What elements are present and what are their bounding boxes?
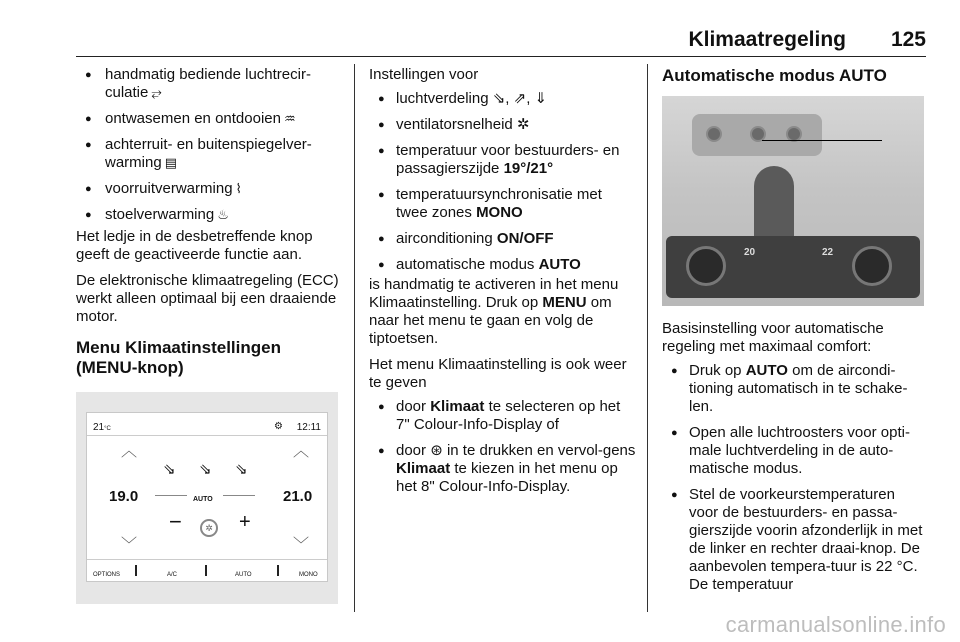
chevron-down-icon: ﹀: [293, 537, 310, 554]
settings-intro: Instellingen voor: [369, 66, 479, 83]
list-item: ● airconditioning ON/OFF: [369, 230, 637, 248]
settings-list: [369, 90, 637, 274]
display-tab-bar: [87, 559, 327, 581]
list-item: ● door Klimaat te selecteren op het 7" Colour-Info-Display of: [369, 398, 637, 434]
defrost-max-icon: ♒: [283, 111, 296, 126]
section-heading-menu: Menu Klimaatinstellingen (MENU-knop): [76, 338, 281, 377]
page-title: Klimaatregeling: [688, 28, 846, 51]
column-2: [369, 66, 637, 504]
column-divider-1: [354, 64, 355, 612]
list-item: ● luchtverdeling ⇘, ⇗, ⇓: [369, 90, 637, 108]
led-paragraph: Het ledje in de desbetreffende knop geeft de geactiveerde functie aan.: [76, 228, 313, 263]
list-item: ● Open alle luchtroosters voor opti-male luchtverdeling in de auto-matische modus.: [662, 424, 926, 478]
climate-display-image: 21°C ⚙ 12:11 ︿ ﹀ ︿ ﹀ 19.0 21.0 ⇘ ⇘ ⇘ AUTO − ✲ + OPTIONS A/C AUTO MONO: [76, 392, 338, 604]
list-item: ● handmatig bediende luchtrecir-culatie ⥂: [76, 66, 346, 102]
column-divider-2: [647, 64, 648, 612]
column-3: [662, 66, 926, 602]
display-left-temp: 19.0: [109, 488, 139, 505]
header-divider: [76, 56, 926, 57]
control-panel-photo: [662, 96, 924, 306]
column-1: [76, 66, 346, 604]
air-distribution-icon: ⇘, ⇗, ⇓: [492, 90, 548, 107]
seat-heating-icon: ♨: [217, 207, 229, 222]
display-auto-label: AUTO: [193, 496, 213, 503]
tab-options: OPTIONS: [93, 572, 121, 578]
display-outside-temp: 21: [93, 422, 105, 433]
list-item: ● automatische modus AUTO: [369, 256, 637, 274]
left-temp-knob: [686, 246, 726, 286]
gear-icon: ⚙: [274, 421, 283, 432]
minus-icon: −: [169, 509, 182, 534]
list-item: ● ventilatorsnelheid ✲: [369, 116, 637, 134]
rear-defrost-icon: ▤: [164, 155, 177, 170]
tab-mono: MONO: [299, 572, 318, 578]
page-header: [76, 28, 926, 54]
menu-paragraph-2: Het menu Klimaatinstelling is ook weer te geven: [369, 356, 627, 391]
chevron-down-icon: ﹀: [121, 537, 138, 554]
display-right-temp: 21.0: [283, 488, 313, 505]
recirculation-icon: ⥂: [151, 85, 162, 100]
chevron-up-icon: ︿: [121, 443, 138, 460]
list-item: ● achterruit- en buitenspiegelver-warming ▤: [76, 136, 346, 172]
fan-icon: ✲: [516, 116, 530, 133]
list-item: ● Stel de voorkeurstemperaturen voor de bestuurders- en passa-gierszijde voorin afzonderlijk in met de linker en rechter draai-knop. De aanbevolen tempera-tuur is 22 °C. De temperatuur: [662, 486, 926, 594]
list-item: ● Druk op AUTO om de aircondi-tioning automatisch in te schake-len.: [662, 362, 926, 416]
auto-steps-list: [662, 362, 926, 594]
section-heading-auto: Automatische modus AUTO: [662, 66, 887, 85]
tab-auto: AUTO: [235, 572, 252, 578]
display-time: 12:11: [296, 422, 321, 433]
list-item: ● voorruitverwarming ⌇: [76, 180, 346, 198]
fan-icon: ✲: [200, 519, 218, 537]
plus-icon: +: [239, 511, 251, 533]
lcd-right-temp: 22: [822, 247, 834, 258]
fan-button-icon: ⊛: [430, 442, 443, 459]
tab-ac: A/C: [167, 572, 178, 578]
lcd-left-temp: 20: [744, 247, 756, 258]
auto-intro: Basisinstelling voor automatische regeling met maximaal comfort:: [662, 320, 884, 355]
windscreen-heating-icon: ⌇: [235, 181, 242, 196]
menu-paragraph: is handmatig te activeren in het menu Klimaatinstelling. Druk op MENU om naar het menu te gaan en volg de tiptoetsen.: [369, 276, 619, 347]
ecc-paragraph: De elektronische klimaatregeling (ECC) werkt alleen optimaal bij een draaiende motor.: [76, 272, 339, 325]
air-distribution-icon: ⇘: [163, 461, 176, 478]
list-item: ● ontwasemen en ontdooien ♒: [76, 110, 346, 128]
menu-options-list: [369, 398, 637, 496]
air-distribution-icon: ⇘: [199, 461, 212, 478]
air-distribution-icon: ⇘: [235, 461, 248, 478]
chevron-up-icon: ︿: [293, 443, 310, 460]
list-item: ● temperatuur voor bestuurders- en passagierszijde 19°/21°: [369, 142, 637, 178]
page-number: 125: [890, 28, 926, 51]
right-temp-knob: [852, 246, 892, 286]
function-list: [76, 66, 346, 224]
list-item: ● stoelverwarming ♨: [76, 206, 346, 224]
list-item: ● door ⊛ in te drukken en vervol-gens Klimaat te kiezen in het menu op het 8" Colour-Info-Display.: [369, 442, 637, 496]
list-item: ● temperatuursynchronisatie met twee zones MONO: [369, 186, 637, 222]
watermark: carmanualsonline.info: [725, 612, 946, 637]
